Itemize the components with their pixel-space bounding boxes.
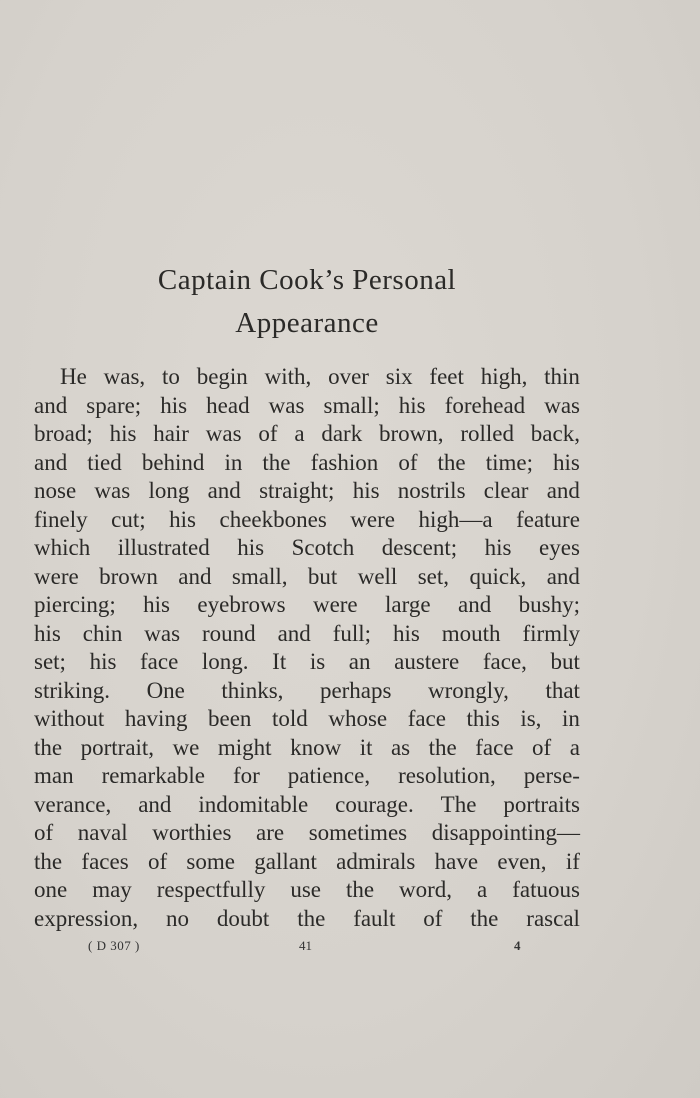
text-line: and spare; his head was small; his forehead was <box>34 392 580 418</box>
chapter-title-line-2: Appearance <box>235 307 379 339</box>
text-line: man remarkable for patience, resolution, perse- <box>34 763 580 788</box>
text-line: verance, and indomitable courage. The portraits <box>34 791 580 817</box>
body-paragraph <box>34 363 580 933</box>
text-line: the faces of some gallant admirals have even, if <box>34 848 580 874</box>
text-line: expression, no doubt the fault of the rascal <box>34 905 580 931</box>
text-line: finely cut; his cheekbones were high—a feature <box>34 506 580 532</box>
chapter-title-line-1: Captain Cook’s Personal <box>157 264 457 296</box>
page-number: 41 <box>299 938 312 953</box>
text-line: He was, to begin with, over six feet high, thin <box>60 364 580 389</box>
text-line: piercing; his eyebrows were large and bushy; <box>34 592 580 617</box>
text-line: one may respectfully use the word, a fatuous <box>34 877 580 902</box>
text-line: and tied behind in the fashion of the time; his <box>34 449 580 475</box>
text-line: the portrait, we might know it as the face of a <box>34 734 580 760</box>
text-line: broad; his hair was of a dark brown, rolled back, <box>34 421 580 446</box>
text-line: which illustrated his Scotch descent; his eyes <box>34 535 580 560</box>
text-line: were brown and small, but well set, quick, and <box>34 563 580 589</box>
text-line: without having been told whose face this is, in <box>34 706 580 731</box>
text-line: striking. One thinks, perhaps wrongly, that <box>34 677 580 703</box>
quire-mark: 4 <box>514 938 521 953</box>
text-line: set; his face long. It is an austere face, but <box>34 649 580 674</box>
printer-signature-mark: ( D 307 ) <box>88 938 140 953</box>
text-line: of naval worthies are sometimes disappointing— <box>34 820 580 845</box>
text-line: his chin was round and full; his mouth firmly <box>34 620 580 646</box>
text-line: nose was long and straight; his nostrils clear and <box>34 478 580 503</box>
